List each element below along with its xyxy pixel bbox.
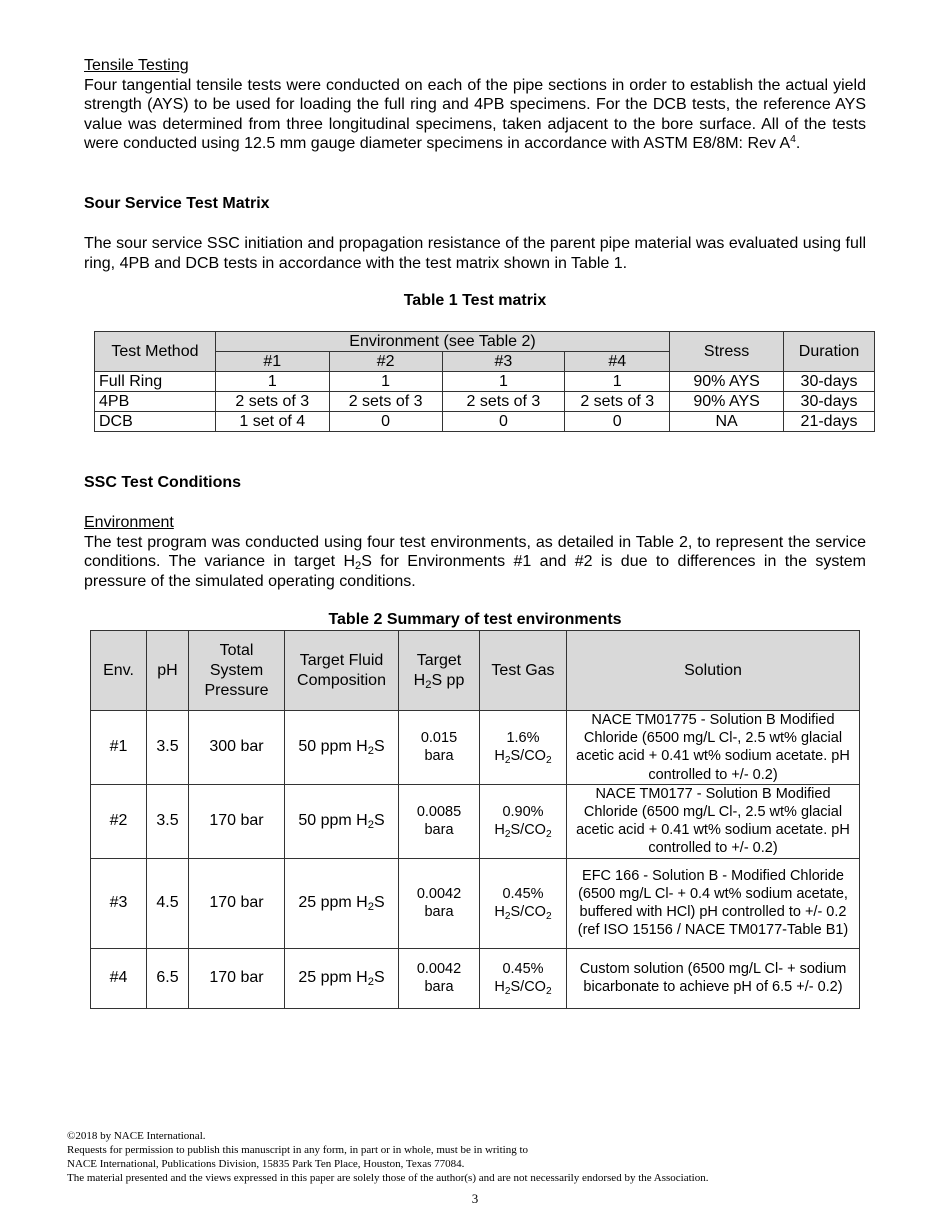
- t2-header-pressure: Total System Pressure: [189, 631, 285, 711]
- t2-cell: 0.0042 bara: [399, 858, 480, 948]
- tensile-heading: Tensile Testing: [84, 57, 189, 74]
- t1-cell: 90% AYS: [670, 392, 784, 412]
- t2-cell: NACE TM01775 - Solution B Modified Chloride (6500 mg/L Cl-, 2.5 wt% glacial acetic acid + 0.41 wt% sodium acetate. pH controlled to +/- 0.2): [567, 711, 860, 785]
- t1-cell: DCB: [95, 412, 216, 432]
- t1-cell: 1: [565, 372, 670, 392]
- t2-cell: #2: [91, 784, 147, 858]
- table-row: [91, 948, 860, 1008]
- table2-caption: Table 2 Summary of test environments: [328, 611, 622, 629]
- table-row: [91, 858, 860, 948]
- t1-cell: 2 sets of 3: [442, 392, 565, 412]
- t1-cell: 90% AYS: [670, 372, 784, 392]
- matrix-heading: Sour Service Test Matrix: [84, 194, 270, 212]
- t2-cell: #3: [91, 858, 147, 948]
- table-row: [95, 392, 875, 412]
- t1-cell: 30-days: [784, 372, 875, 392]
- t1-cell: 1: [215, 372, 329, 392]
- t1-cell: 1: [442, 372, 565, 392]
- t1-cell: 4PB: [95, 392, 216, 412]
- t2-cell: 0.0085 bara: [399, 784, 480, 858]
- t2-cell: 25 ppm $H_2S$: [285, 948, 399, 1008]
- t1-cell: 0: [329, 412, 442, 432]
- t2-cell: 0.90% $H_2S/CO_2$: [480, 784, 567, 858]
- tensile-section: [84, 56, 866, 154]
- t2-cell: 3.5: [147, 711, 189, 785]
- t2-header-fluid: Target Fluid Composition: [285, 631, 399, 711]
- t2-cell: NACE TM0177 - Solution B Modified Chloride (6500 mg/L Cl-, 2.5 wt% glacial acetic acid + 0.41 wt% sodium acetate. pH controlled to +/- 0.2): [567, 784, 860, 858]
- table-row: [95, 372, 875, 392]
- t2-cell: 170 bar: [189, 858, 285, 948]
- footer-line: NACE International, Publications Division, 15835 Park Ten Place, Houston, Texas 77084.: [67, 1158, 465, 1170]
- t2-cell: 0.015 bara: [399, 711, 480, 785]
- t1-cell: 1 set of 4: [215, 412, 329, 432]
- table2-test-environments: [90, 630, 860, 1009]
- t1-cell: 2 sets of 3: [329, 392, 442, 412]
- t2-cell: 1.6% $H_2S/CO_2$: [480, 711, 567, 785]
- footer-line: Requests for permission to publish this manuscript in any form, in part or in whole, must be in writing to: [67, 1144, 529, 1156]
- table-row: [91, 711, 860, 785]
- t2-header-solution: Solution: [567, 631, 860, 711]
- t2-cell: 170 bar: [189, 948, 285, 1008]
- t2-header-ph: pH: [147, 631, 189, 711]
- footer-line: The material presented and the views expressed in this paper are solely those of the author(s) and are not necessarily endorsed by the Association.: [67, 1172, 709, 1184]
- t1-header-environment: Environment (see Table 2): [215, 332, 669, 352]
- conditions-body: The test program was conducted using four test environments, as detailed in Table 2, to represent the service conditions. The variance in target $H_2S$ for Environments #1 and #2 is due to differences in the system pressure of the simulated operating conditions.: [84, 533, 866, 590]
- t2-cell: 3.5: [147, 784, 189, 858]
- t1-cell: Full Ring: [95, 372, 216, 392]
- t2-cell: 6.5: [147, 948, 189, 1008]
- t1-cell: 2 sets of 3: [565, 392, 670, 412]
- t2-cell: 170 bar: [189, 784, 285, 858]
- t1-cell: NA: [670, 412, 784, 432]
- t2-cell: 0.45% $H_2S/CO_2$: [480, 948, 567, 1008]
- t1-cell: 0: [565, 412, 670, 432]
- table-row: [91, 784, 860, 858]
- environment-subheading: Environment: [84, 514, 174, 531]
- reference-4: 4: [790, 134, 796, 146]
- conditions-heading: SSC Test Conditions: [84, 474, 242, 491]
- t1-header-stress: Stress: [670, 332, 784, 372]
- t2-cell: #4: [91, 948, 147, 1008]
- t1-header-method: Test Method: [95, 332, 216, 372]
- t1-header-duration: Duration: [784, 332, 875, 372]
- t1-env-col: #2: [329, 352, 442, 372]
- t1-env-col: #3: [442, 352, 565, 372]
- conditions-section: [84, 473, 866, 629]
- t2-cell: #1: [91, 711, 147, 785]
- t2-cell: 4.5: [147, 858, 189, 948]
- t2-header-h2s: Target $H_2S$ pp: [399, 631, 480, 711]
- t2-header-gas: Test Gas: [480, 631, 567, 711]
- t2-cell: 0.45% $H_2S/CO_2$: [480, 858, 567, 948]
- table1-caption: Table 1 Test matrix: [403, 292, 547, 310]
- table1-test-matrix: [94, 331, 875, 432]
- t2-cell: 0.0042 bara: [399, 948, 480, 1008]
- page-body: [84, 56, 866, 310]
- t2-cell: 50 ppm $H_2S$: [285, 784, 399, 858]
- t1-env-col: #4: [565, 352, 670, 372]
- t2-cell: 50 ppm $H_2S$: [285, 711, 399, 785]
- t2-cell: Custom solution (6500 mg/L Cl- + sodium bicarbonate to achieve pH of 6.5 +/- 0.2): [567, 948, 860, 1008]
- t1-cell: 2 sets of 3: [215, 392, 329, 412]
- table-row: [95, 412, 875, 432]
- t1-cell: 30-days: [784, 392, 875, 412]
- matrix-body: The sour service SSC initiation and propagation resistance of the parent pipe material was evaluated using full ring, 4PB and DCB tests in accordance with the test matrix shown in Table 1.: [84, 234, 866, 272]
- t2-cell: 25 ppm $H_2S$: [285, 858, 399, 948]
- tensile-body: Four tangential tensile tests were conducted on each of the pipe sections in order to establish the actual yield strength (AYS) to be used for loading the full ring and 4PB specimens. For the DCB tests, the reference AYS value was determined from three longitudinal specimens, taken adjacent to the bore surface. All of the tests were conducted using 12.5 mm gauge diameter specimens in accordance with ASTM E8/8M: Rev $A^4$.: [84, 76, 866, 153]
- t1-cell: 1: [329, 372, 442, 392]
- footer-line: ©2018 by NACE International.: [67, 1130, 206, 1142]
- t2-header-env: Env.: [91, 631, 147, 711]
- t1-env-col: #1: [215, 352, 329, 372]
- t1-cell: 21-days: [784, 412, 875, 432]
- t1-cell: 0: [442, 412, 565, 432]
- t2-cell: EFC 166 - Solution B - Modified Chloride (6500 mg/L Cl- + 0.4 wt% sodium acetate, buffered with HCl) pH controlled to +/- 0.2 (ref ISO 15156 / NACE TM0177-Table B1): [567, 858, 860, 948]
- t2-cell: 300 bar: [189, 711, 285, 785]
- page-number: 3: [471, 1191, 479, 1206]
- copyright-footer: [67, 1129, 887, 1185]
